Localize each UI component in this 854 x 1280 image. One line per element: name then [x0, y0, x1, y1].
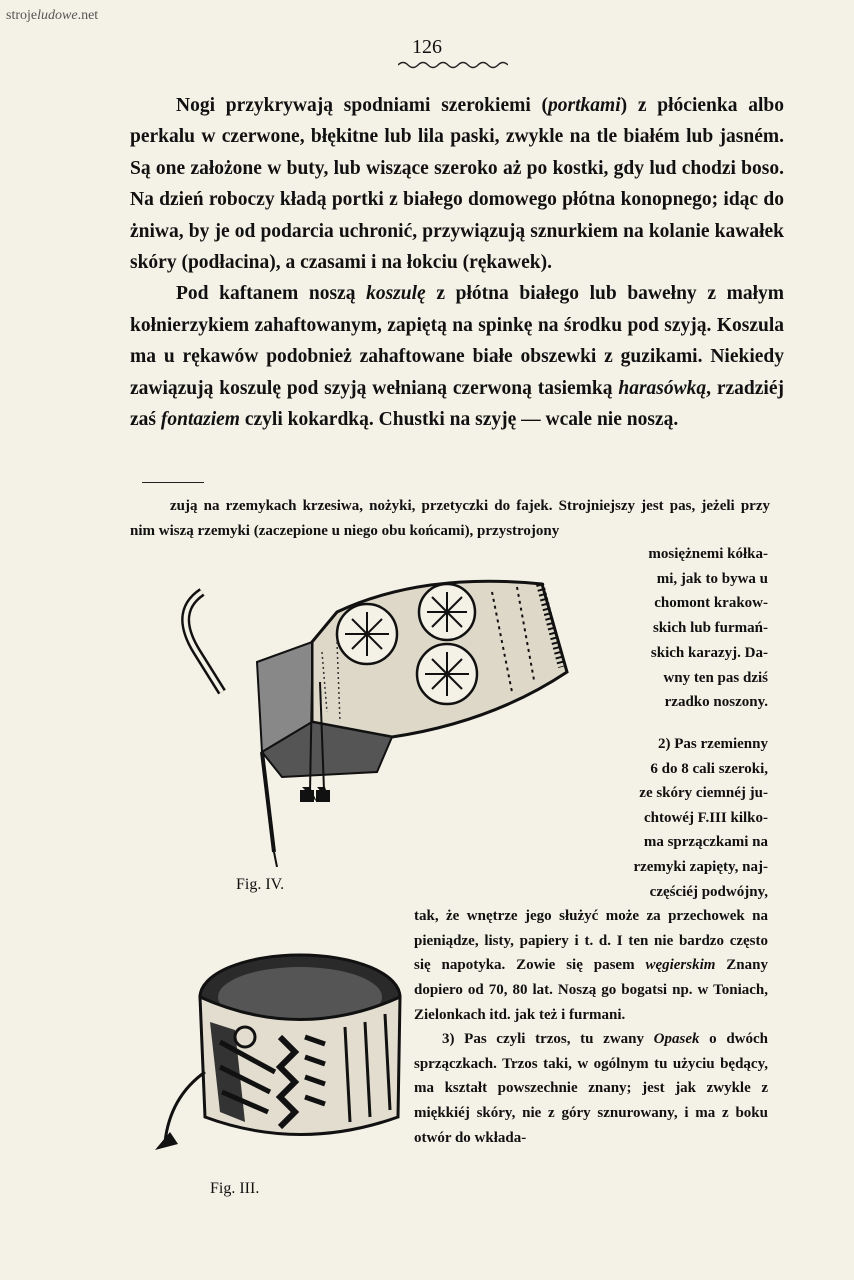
footnote-top: zują na rzemykach krzesiwa, nożyki, przetyczki do fajek. Strojniejszy jest pas, jeżeli przy nim wiszą rzemyki (zaczepione u niego obu końcami), przystrojony [130, 498, 770, 539]
paragraph-shirt: Pod kaftanem noszą koszulę z płótna białego lub bawełny z małym kołnierzykiem zahaftowanym, zapiętą na spinkę na środku pod szyją. Koszula ma u rękawów podobnież zahaftowane białe obszewki z guzikami. Niekiedy zawiązują koszulę pod szyją wełnianą czerwoną tasiemką harasówką, rzadziéj zaś fontaziem czyli kokardką. Chustki na szyję — wcale nie noszą. [130, 283, 785, 431]
figure-pouch-illustration [162, 562, 582, 867]
figure-4-caption: Fig. IV. [236, 876, 285, 893]
page-number: 126 [412, 36, 442, 58]
main-text [130, 90, 784, 435]
belt-description-column: 2) Pas rzemienny 6 do 8 cali szeroki, ze skóry ciemnéj ju- chtowéj F.III kilko- ma sprzączkami na rzemyki zapięty, naj- częściéj podwójny, tak, że wnętrze jego służyć może za przechowek na pieniądze, listy, papiery i t. d. I ten nie bardzo często się napotyka. Zowie się pasem węgierskim Znany dopiero od 70, 80 lat. Noszą go bogatsi np. w Toniach, Zielonkach itd. jak też i furmani. 3) Pas czyli trzos, tu zwany Opasek o dwóch sprzączkach. Trzos taki, w ogólnym tu użyciu będący, ma kształt powszechnie znany; jest jak zwykle z miękkiéj skóry, nie z góry sznurowany, i ma z boku otwór do wkłada- [414, 732, 768, 1150]
footnote-rule [142, 482, 204, 483]
paragraph-trzos: 3) Pas czyli trzos, tu zwany Opasek o dwóch sprzączkach. Trzos taki, w ogólnym tu użyciu będący, ma kształt powszechnie znany; jest jak zwykle z miękkiéj skóry, nie z góry sznurowany, i ma z boku otwór do wkłada- [414, 1031, 768, 1146]
paragraph-hungarian-belt: tak, że wnętrze jego służyć może za przechowek na pieniądze, listy, papiery i t. d. I ten nie bardzo często się napotyka. Zowie się pasem węgierskim Znany dopiero od 70, 80 lat. Noszą go bogatsi np. w Toniach, Zielonkach itd. jak też i furmani. [414, 908, 768, 1023]
wavy-divider [398, 60, 508, 70]
figure-belt-illustration [150, 952, 415, 1167]
footnote-side-column: mosiężnemi kółka- mi, jak to bywa u chomont krakow- skich lub furmań- skich karazyj. Da- wny ten pas dziś rzadko noszony. [648, 546, 768, 711]
paragraph-trousers: Nogi przykrywają spodniami szerokiemi (portkami) z płócienka albo perkalu w czerwone, błękitne lub lila paski, zwykle na tle białém lub jasném. Są one założone w buty, lub wiszące szeroko aż po kostki, gdy lud chodzi boso. Na dzień roboczy kładą portki z białego domowego płótna konopnego; idąc do żniwa, by je od podarcia uchronić, przywiązują sznurkiem na kolanie kawałek skóry (podłacina), a czasami i na łokciu (rękawek). [130, 95, 784, 274]
watermark: strojeludowe.net [6, 8, 99, 23]
figure-3-caption: Fig. III. [210, 1180, 260, 1197]
